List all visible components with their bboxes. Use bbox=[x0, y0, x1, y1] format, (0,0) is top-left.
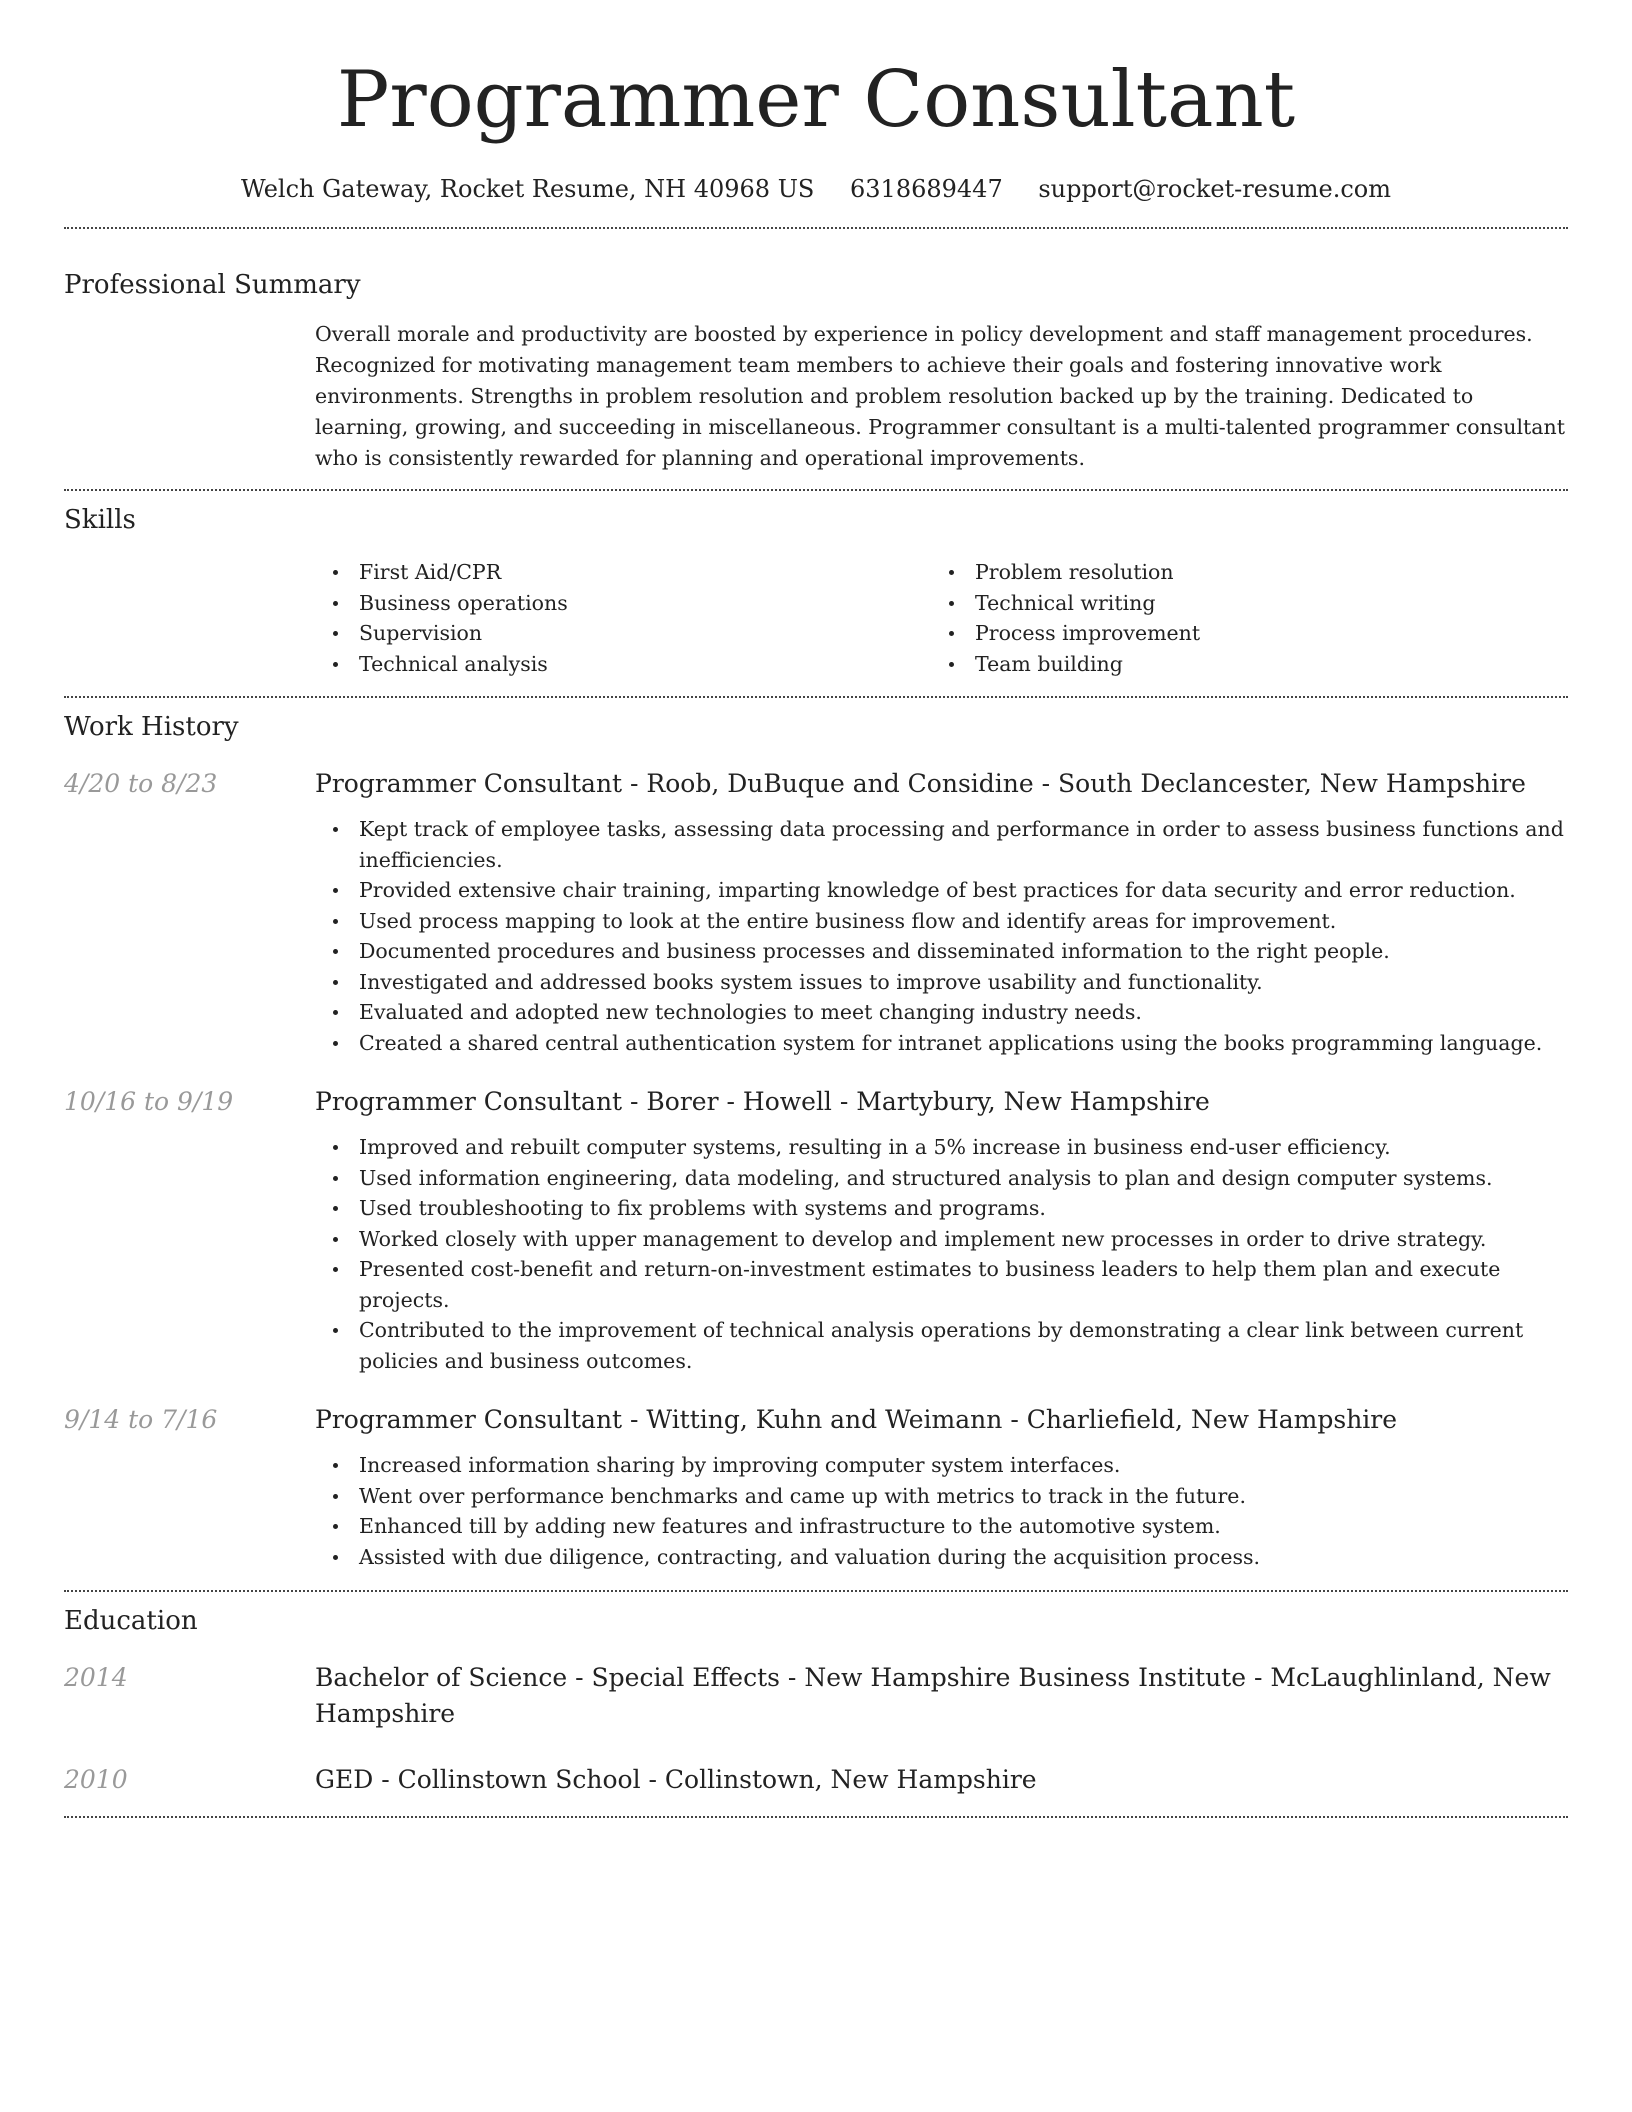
job-bullet: Provided extensive chair training, imparting knowledge of best practices for data security and error reduction. bbox=[315, 875, 1568, 906]
skill-item: Problem resolution bbox=[931, 557, 1547, 588]
skill-item: Process improvement bbox=[931, 618, 1547, 649]
education-title: Bachelor of Science - Special Effects - New Hampshire Business Institute - McLaughlinland, New Hampshire bbox=[315, 1663, 1551, 1728]
education-title: GED - Collinstown School - Collinstown, New Hampshire bbox=[315, 1765, 1037, 1794]
skill-item: Team building bbox=[931, 649, 1547, 680]
education-body bbox=[315, 1762, 1568, 1798]
contact-address: Welch Gateway, Rocket Resume, NH 40968 US bbox=[241, 175, 815, 203]
education-entry bbox=[64, 1762, 1568, 1798]
job-bullet: Contributed to the improvement of technical analysis operations by demonstrating a clear link between current policies and business outcomes. bbox=[315, 1315, 1568, 1376]
job-bullet: Documented procedures and business processes and disseminated information to the right people. bbox=[315, 936, 1568, 967]
job-body bbox=[315, 766, 1568, 1058]
candidate-name: Programmer Consultant bbox=[336, 55, 1296, 145]
contact-line bbox=[64, 174, 1568, 204]
job-bullet: Worked closely with upper management to develop and implement new processes in order to drive strategy. bbox=[315, 1224, 1568, 1255]
education-year: 2014 bbox=[64, 1663, 128, 1692]
job-bullets bbox=[315, 1450, 1568, 1572]
education-entry bbox=[64, 1660, 1568, 1732]
job-entry bbox=[64, 1084, 1568, 1376]
section-divider bbox=[64, 227, 1568, 229]
skills-heading: Skills bbox=[64, 505, 136, 535]
job-bullet: Used information engineering, data modeling, and structured analysis to plan and design computer systems. bbox=[315, 1163, 1568, 1194]
job-title: Programmer Consultant - Borer - Howell - Martybury, New Hampshire bbox=[315, 1087, 1210, 1116]
skill-item: Technical writing bbox=[931, 588, 1547, 619]
work-heading: Work History bbox=[64, 712, 239, 742]
job-bullet: Improved and rebuilt computer systems, resulting in a 5% increase in business end-user efficiency. bbox=[315, 1132, 1568, 1163]
job-bullets bbox=[315, 814, 1568, 1058]
summary-text: Overall morale and productivity are boosted by experience in policy development and staff management procedures. Recognized for motivating management team members to achieve their goals and fostering innovative work environments. Strengths in problem resolution and problem resolution backed up by the training. Dedicated to learning, growing, and succeeding in miscellaneous. Programmer consultant is a multi-talented programmer consultant who is consistently rewarded for planning and operational improvements. bbox=[315, 322, 1565, 470]
job-title: Programmer Consultant - Witting, Kuhn and Weimann - Charliefield, New Hampshire bbox=[315, 1405, 1398, 1434]
job-title: Programmer Consultant - Roob, DuBuque and Considine - South Declancester, New Hampshire bbox=[315, 769, 1526, 798]
skill-item: Technical analysis bbox=[315, 649, 931, 680]
skills-column-left bbox=[315, 557, 931, 679]
section-divider bbox=[64, 1816, 1568, 1818]
education-heading: Education bbox=[64, 1606, 198, 1636]
job-bullet: Presented cost-benefit and return-on-investment estimates to business leaders to help them plan and execute projects. bbox=[315, 1254, 1568, 1315]
job-bullet: Went over performance benchmarks and came up with metrics to track in the future. bbox=[315, 1481, 1568, 1512]
job-bullet: Evaluated and adopted new technologies to meet changing industry needs. bbox=[315, 997, 1568, 1028]
skill-item: Supervision bbox=[315, 618, 931, 649]
job-bullet: Investigated and addressed books system issues to improve usability and functionality. bbox=[315, 967, 1568, 998]
section-divider bbox=[64, 696, 1568, 698]
education-year: 2010 bbox=[64, 1765, 128, 1794]
summary-heading: Professional Summary bbox=[64, 270, 361, 300]
job-entry bbox=[64, 1402, 1568, 1572]
section-divider bbox=[64, 489, 1568, 491]
job-bullet: Enhanced till by adding new features and infrastructure to the automotive system. bbox=[315, 1511, 1568, 1542]
job-dates: 9/14 to 7/16 bbox=[64, 1405, 218, 1434]
job-entry bbox=[64, 766, 1568, 1058]
skill-item: First Aid/CPR bbox=[315, 557, 931, 588]
skill-item: Business operations bbox=[315, 588, 931, 619]
education-body bbox=[315, 1660, 1568, 1732]
job-bullet: Created a shared central authentication system for intranet applications using the books programming language. bbox=[315, 1028, 1568, 1059]
job-body bbox=[315, 1402, 1568, 1572]
job-bullet: Assisted with due diligence, contracting, and valuation during the acquisition process. bbox=[315, 1542, 1568, 1573]
job-dates: 4/20 to 8/23 bbox=[64, 769, 218, 798]
job-dates: 10/16 to 9/19 bbox=[64, 1087, 234, 1116]
job-bullet: Used process mapping to look at the entire business flow and identify areas for improvement. bbox=[315, 906, 1568, 937]
skills-column-right bbox=[931, 557, 1547, 679]
job-bullet: Kept track of employee tasks, assessing data processing and performance in order to assess business functions and inefficiencies. bbox=[315, 814, 1568, 875]
contact-email: support@rocket-resume.com bbox=[1038, 175, 1391, 203]
job-bullet: Used troubleshooting to fix problems with systems and programs. bbox=[315, 1193, 1568, 1224]
resume-page bbox=[64, 0, 1568, 1818]
section-divider bbox=[64, 1590, 1568, 1592]
job-bullet: Increased information sharing by improving computer system interfaces. bbox=[315, 1450, 1568, 1481]
contact-phone: 6318689447 bbox=[850, 175, 1003, 203]
skills-list bbox=[315, 557, 1568, 679]
job-bullets bbox=[315, 1132, 1568, 1376]
job-body bbox=[315, 1084, 1568, 1376]
